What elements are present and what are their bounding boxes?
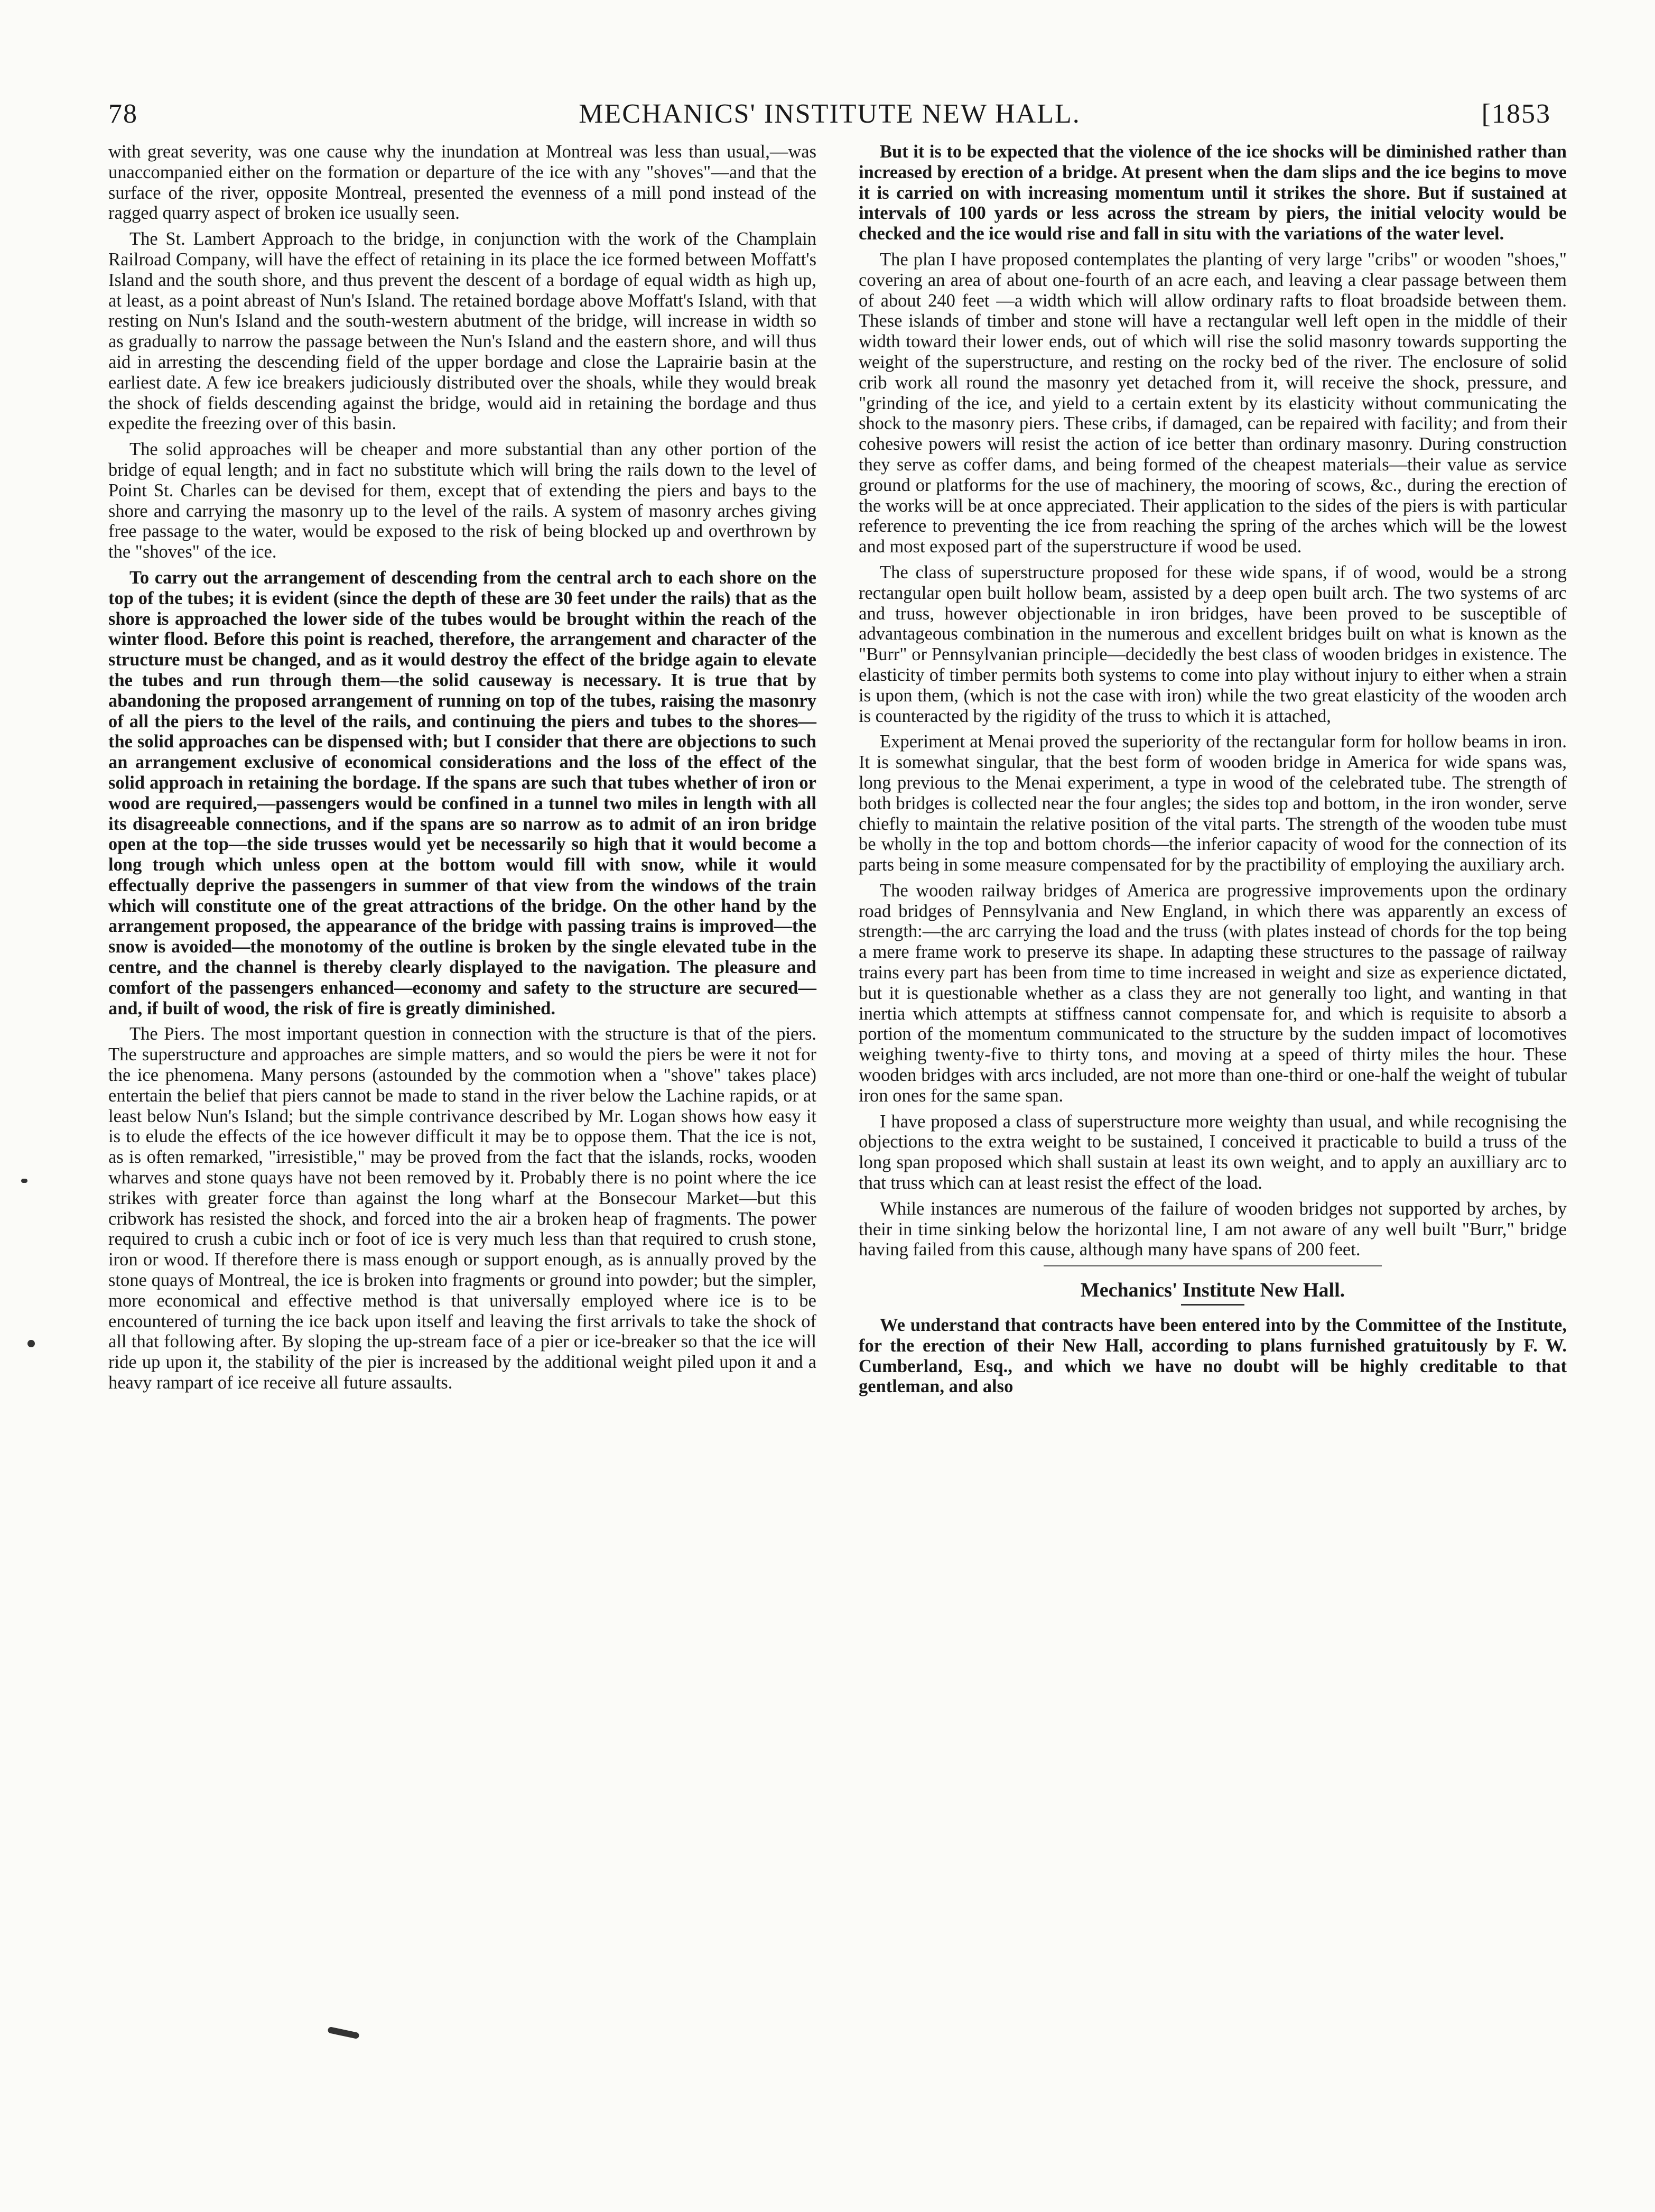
page-number: 78: [108, 99, 138, 129]
running-title: MECHANICS' INSTITUTE NEW HALL.: [579, 99, 1081, 129]
section-divider: [1044, 1265, 1382, 1266]
paragraph: The class of superstructure proposed for these wide spans, if of wood, would be a strong rectangular open built hollow beam, assisted by a deep open built arch. The two systems of arc and truss, however objectionable in iron bridges, have been proved to be susceptible of advantageous combination in the numerous and excellent bridges built on what is known as the "Burr" or Pennsylvanian principle—decidedly the best class of wooden bridges in existence. The elasticity of timber permits both systems to come into play without injury to either when a strain is upon them, (which is not the case with iron) while the two great elasticity of the wooden arch is counteracted by the rigidity of the truss to which it is attached,: [859, 562, 1567, 726]
page-year: [1853: [1481, 99, 1551, 129]
margin-mark: [27, 1340, 35, 1347]
paragraph: The St. Lambert Approach to the bridge, in conjunction with the work of the Champlain Railroad Company, will have the effect of retaining in its place the ice formed between Moffatt's Island and the south shore, and thus prevent the descent of a bordage of equal width as high up, at least, as a point abreast of Nun's Island. The retained bordage above Moffatt's Island, with that resting on Nun's Island and the south-western abutment of the bridge, will increase in width so as gradually to narrow the passage between the Nun's Island and the eastern shore, and will thus aid in arresting the descending field of the upper bordage and close the Laprairie basin at the earliest date. A few ice breakers judiciously distributed over the shoals, while they would break the shock of fields descending against the bridge, would aid in retaining the bordage and thus expedite the freezing over of this basin.: [108, 229, 816, 434]
paragraph: Experiment at Menai proved the superiority of the rectangular form for hollow beams in iron. It is somewhat singular, that the best form of wooden bridge in America for wide spans was, long previous to the Menai experiment, a type in wood of the celebrated tube. The strength of both bridges is collected near the four angles; the sides top and bottom, in the iron wonder, serve chiefly to maintain the relative position of the vital parts. The strength of the wooden tube must be wholly in the top and bottom chords—the inferior capacity of wood for the connection of its parts being in some measure compensated for by the practibility of employing the auxiliary arch.: [859, 732, 1567, 875]
paragraph: The Piers. The most important question in connection with the structure is that of the piers. The superstructure and approaches are simple matters, and so would the piers be were it not for the ice phenomena. Many persons (astounded by the commotion when a "shove" takes place) entertain the belief that piers cannot be made to stand in the river below the Lachine rapids, or at least below Nun's Island; but the simple contrivance described by Mr. Logan shows how easy it is to elude the effects of the ice however difficult it may be to oppose them. That the ice is not, as is often remarked, "irresistible," may be proved from the fact that the islands, rocks, wooden wharves and stone quays have not been removed by it. Probably there is no point where the ice strikes with greater force than against the long wharf at the Bonsecour Market—but this cribwork has resisted the shock, and forced into the air a broken heap of fragments. The power required to crush a cubic inch or foot of ice is very much less than that required to crush stone, iron or wood. If therefore there is mass enough or support enough, as is annually proved by the stone quays of Montreal, the ice is broken into fragments or ground into powder; but the simpler, more economical and effective method is that universally employed where ice is to be encountered of turning the ice back upon itself and leaving the first arrivals to take the shock of all that following after. By sloping the up-stream face of a pier or ice-breaker so that the ice will ride up upon it, the stability of the pier is increased by the additional weight piled upon it and a heavy rampart of ice receive all future assaults.: [108, 1024, 816, 1393]
paragraph: But it is to be expected that the violence of the ice shocks will be diminished rather than increased by erection of a bridge. At present when the dam slips and the ice begins to move it is carried on with increasing momentum until it strikes the shore. But if sustained at intervals of 100 yards or less across the stream by piers, the initial velocity would be checked and the ice would rise and fall in situ with the variations of the water level.: [859, 142, 1567, 244]
paragraph: The wooden railway bridges of America are progressive improvements upon the ordinary road bridges of Pennsylvania and New England, in which there was apparently an excess of strength:—the arc carrying the load and the truss (with plates instead of chords for the top being a mere frame work to preserve its shape. In adapting these structures to the passage of railway trains every part has been from time to time increased in weight and size as experience dictated, but it is questionable whether as a class they are not generally too light, and wanting in that inertia which attempts at stiffness cannot compensate for, and which is requisite to absorb a portion of the momentum communicated to the structure by the sudden impact of locomotives weighing twenty-five to thirty tons, and moving at a speed of thirty miles the hour. These wooden bridges with arcs included, are not more than one-third or one-half the weight of tubular iron ones for the same span.: [859, 880, 1567, 1106]
paragraph: The plan I have proposed contemplates the planting of very large "cribs" or wooden "shoes," covering an area of about one-fourth of an acre each, and leaving a clear passage between them of about 240 feet —a width which will allow ordinary rafts to float broadside between them. These islands of timber and stone will have a rectangular well left open in the middle of their width toward their lower ends, out of which will rise the solid masonry towards supporting the weight of the superstructure, and resting on the rocky bed of the river. The enclosure of solid crib work all round the masonry yet detached from it, will receive the shock, pressure, and "grinding of the ice, and yield to a certain extent by its elasticity without communicating the shock to the masonry piers. These cribs, if damaged, can be repaired with facility; and from their cohesive powers will resist the action of ice better than ordinary masonry. During construction they serve as coffer dams, and being formed of the cheapest materials—their value as service ground or platforms for the use of machinery, the mooring of scows, &c., during the erection of the works will be at once appreciated. Their application to the sides of the piers is with particular reference to preventing the ice from reaching the spring of the arches which will be the lowest and most exposed part of the superstructure if wood be used.: [859, 249, 1567, 557]
paragraph: While instances are numerous of the failure of wooden bridges not supported by arches, by their in time sinking below the horizontal line, I am not aware of any well built "Burr," bridge having failed from this cause, although many have spans of 200 feet.: [859, 1198, 1567, 1260]
paragraph: with great severity, was one cause why the inundation at Montreal was less than usual,—was unaccompanied either on the formation or departure of the ice with any "shoves"—and that the surface of the river, opposite Montreal, presented the evenness of a mill pond instead of the ragged quarry aspect of broken ice usually seen.: [108, 142, 816, 224]
ink-smudge: [327, 2026, 359, 2039]
margin-mark: [21, 1179, 27, 1183]
section-title: Mechanics' Institute New Hall.: [1080, 1279, 1345, 1302]
page-header: [108, 98, 1551, 135]
paragraph: I have proposed a class of superstructure more weighty than usual, and while recognising the objections to the extra weight to be sustained, I conceived it practicable to build a truss of the long span proposed which shall sustain at least its own weight, and to apply an auxilliary arc to that truss which can at least resist the effect of the load.: [859, 1111, 1567, 1193]
paragraph: We understand that contracts have been entered into by the Committee of the Institute, for the erection of their New Hall, according to plans furnished gratuitously by F. W. Cumberland, Esq., and which we have no doubt will be highly creditable to that gentleman, and also: [859, 1315, 1567, 1397]
right-column: [859, 142, 1567, 1402]
section-title-rule: [1181, 1304, 1244, 1306]
paragraph: The solid approaches will be cheaper and more substantial than any other portion of the bridge of equal length; and in fact no substitute which will bring the rails down to the level of Point St. Charles can be devised for them, except that of extending the piers and bays to the shore and carrying the masonry up to the level of the rails. A system of masonry arches giving free passage to the water, would be exposed to the risk of being blocked up and overthrown by the "shoves" of the ice.: [108, 439, 816, 562]
paragraph: To carry out the arrangement of descending from the central arch to each shore on the top of the tubes; it is evident (since the depth of these are 30 feet under the rails) that as the shore is approached the lower side of the tubes would be brought within the reach of the winter flood. Before this point is reached, therefore, the arrangement and character of the structure must be changed, and as it would destroy the effect of the bridge again to elevate the tubes and run through them—the solid causeway is necessary. It is true that by abandoning the proposed arrangement of running on top of the tubes, raising the masonry of all the piers to the level of the rails, and continuing the piers and tubes to the shores—the solid approaches can be dispensed with; but I consider that there are objections to such an arrangement exclusive of economical considerations and the loss of the effect of the solid approach in retaining the bordage. If the spans are such that tubes whether of iron or wood are required,—passengers would be confined in a tunnel two miles in length with all its disagreeable connections, and if the spans are so narrow as to admit of an iron bridge open at the top—the side trusses would yet be necessarily so high that it would become a long trough which unless open at the bottom would fill with snow, while it would effectually deprive the passengers in summer of that view from the windows of the train which will constitute one of the great attractions of the bridge. On the other hand by the arrangement proposed, the appearance of the bridge with passing trains is improved—the snow is avoided—the monotomy of the outline is broken by the single elevated tube in the centre, and the channel is thereby clearly displayed to the navigation. The pleasure and comfort of the passengers enhanced—economy and safety to the structure are secured—and, if built of wood, the risk of fire is greatly diminished.: [108, 567, 816, 1019]
left-column: [108, 142, 816, 1399]
